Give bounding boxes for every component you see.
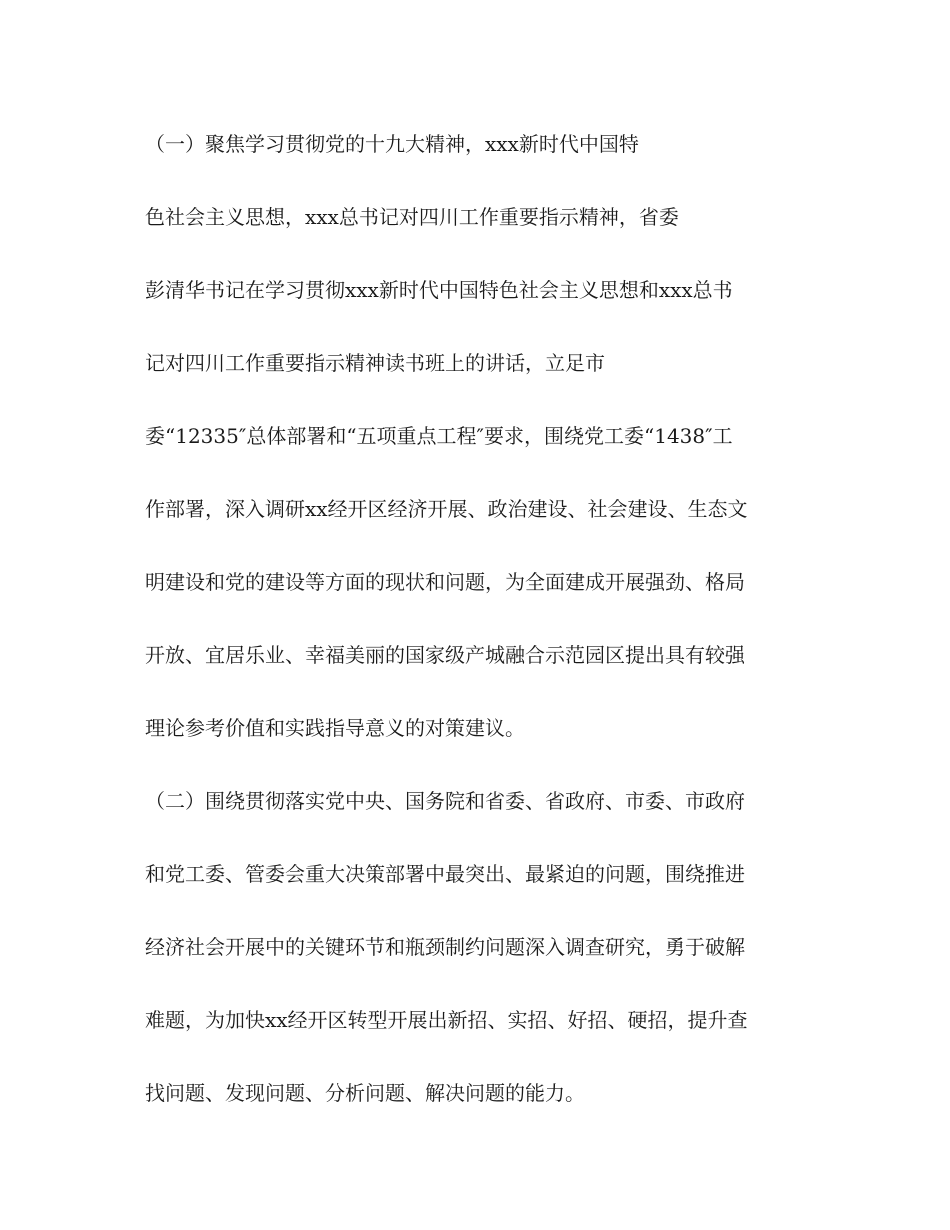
- text-line-14: 找问题、发现问题、分析问题、解决问题的能力。: [145, 1081, 585, 1105]
- text-line-1: （一）聚焦学习贯彻党的十九大精神，xxx新时代中国特: [145, 132, 639, 156]
- text-line-2: 色社会主义思想，xxx总书记对四川工作重要指示精神，省委: [145, 205, 679, 229]
- text-line-9: 理论参考价值和实践指导意义的对策建议。: [145, 716, 525, 740]
- text-line-11: 和党工委、管委会重大决策部署中最突出、最紧迫的问题，围绕推进: [145, 862, 745, 886]
- text-line-3: 彭清华书记在学习贯彻xxx新时代中国特色社会主义思想和xxx总书: [145, 278, 733, 302]
- text-line-4: 记对四川工作重要指示精神读书班上的讲话，立足市: [145, 351, 605, 375]
- text-line-10: （二）围绕贯彻落实党中央、国务院和省委、省政府、市委、市政府: [145, 789, 745, 813]
- text-line-7: 明建设和党的建设等方面的现状和问题，为全面建成开展强劲、格局: [145, 570, 745, 594]
- text-line-12: 经济社会开展中的关键环节和瓶颈制约问题深入调查研究，勇于破解: [145, 935, 745, 959]
- text-line-13: 难题，为加快xx经开区转型开展出新招、实招、好招、硬招，提升查: [145, 1008, 748, 1032]
- text-line-5: 委“12335″总体部署和“五项重点工程″要求，围绕党工委“1438″工: [145, 424, 733, 448]
- text-line-6: 作部署，深入调研xx经开区经济开展、政治建设、社会建设、生态文: [145, 497, 748, 521]
- text-line-8: 开放、宜居乐业、幸福美丽的国家级产城融合示范园区提出具有较强: [145, 643, 745, 667]
